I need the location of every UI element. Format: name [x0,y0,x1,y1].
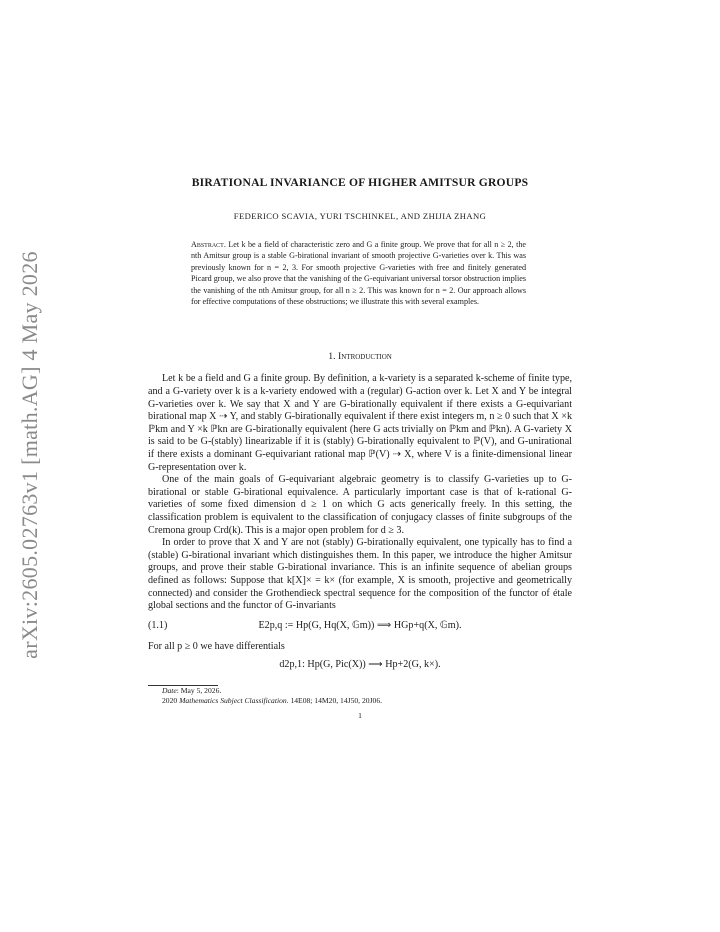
footnote-msc-label: Mathematics Subject Classification. [179,696,289,706]
footnote-msc [162,696,572,706]
page-number: 1 [358,711,362,721]
paper-page [148,170,572,720]
body-paragraph-2: One of the main goals of G-equivariant algebraic geometry is to classify G-varieties up to G-birational or stable G-birational equivalence. A particularly important case is that of k-rational G-varieties of some fixed dimension d ≥ 1 on which G acts generically freely. In this setting, the classification problem is equivalent to the classification of conjugacy classes of finite subgroups of the Cremona group Crd(k). This is a major open problem for d ≥ 3. [148,474,572,536]
paper-authors: FEDERICO SCAVIA, YURI TSCHINKEL, AND ZHIJIA ZHANG [233,211,487,221]
footnote-date [162,686,572,696]
footnote-date-label: Date [162,686,177,696]
arxiv-identifier: arXiv:2605.02763v1 [math.AG] 4 May 2026 [17,251,42,659]
after-equation-text: For all p ≥ 0 we have differentials [148,640,285,652]
abstract-label: Abstract. [191,240,226,249]
body-paragraph-1: Let k be a field and G a finite group. By definition, a k-variety is a separated k-scheme of finite type, and a G-variety over k is a k-variety endowed with a (regular) G-action over k. Let X and Y be integral G-varieties over k. We say that X and Y are G-birationally equivalent if there exists a G-equivariant birational map X ⇢ Y, and stably G-birationally equivalent if there exist integers m, n ≥ 0 such that X ×k ℙkm and Y ×k ℙkn are G-birationally equivalent (here G acts trivially on ℙkm and ℙkn). A G-variety X is said to be G-(stably) linearizable if it is (stably) G-birationally equivalent to ℙ(V), and G-unirational if there exists a dominant G-equivariant rational map ℙ(V) ⇢ X, where V is a finite-dimensional linear G-representation over k. [148,373,572,473]
body-paragraph-3: In order to prove that X and Y are not (stably) G-birationally equivalent, one typically has to find a (stable) G-birational invariant which distinguishes them. In this paper, we introduce the higher Amitsur groups, and prove their stable G-birational invariance. This is an infinite sequence of abelian groups defined as follows: Suppose that k[X]× = k× (for example, X is smooth, projective and geometrically connected) and consider the Grothendieck spectral sequence for the composition of the functor of étale global sections and the functor of G-invariants [148,537,572,612]
arxiv-sidebar-stamp [8,245,52,665]
footnote-msc-codes: 14E08; 14M20, 14J50, 20J06. [288,696,383,706]
abstract-text: Let k be a field of characteristic zero and G a finite group. We prove that for all n ≥ 2, the nth Amitsur group is a stable G-birational invariant of smooth projective G-varieties over k. This was previously known for n = 2, 3. For smooth projective G-varieties with free and finitely generated Picard group, we also prove that the vanishing of the G-equivariant universal torsor obstruction implies the vanishing of the nth Amitsur group, for all n ≥ 2. This was known for n = 2. Our approach allows for effective computations of these obstructions; we illustrate this with several examples. [191,240,527,307]
equation-number: (1.1) [148,619,168,631]
equation-1-1 [148,613,572,641]
footnote-msc-prefix: 2020 [162,696,180,706]
abstract [191,239,526,307]
spectral-sequence-equation: E2p,q := Hp(G, Hq(X, 𝔾m)) ⟹ HGp+q(X, 𝔾m). [258,619,462,631]
section-heading-introduction: 1. Introduction [328,351,392,363]
footnote-date-value: : May 5, 2026. [176,686,222,696]
paper-title: BIRATIONAL INVARIANCE OF HIGHER AMITSUR GROUPS [191,176,529,189]
differential-equation: d2p,1: Hp(G, Pic(X)) ⟶ Hp+2(G, k×). [279,659,441,671]
